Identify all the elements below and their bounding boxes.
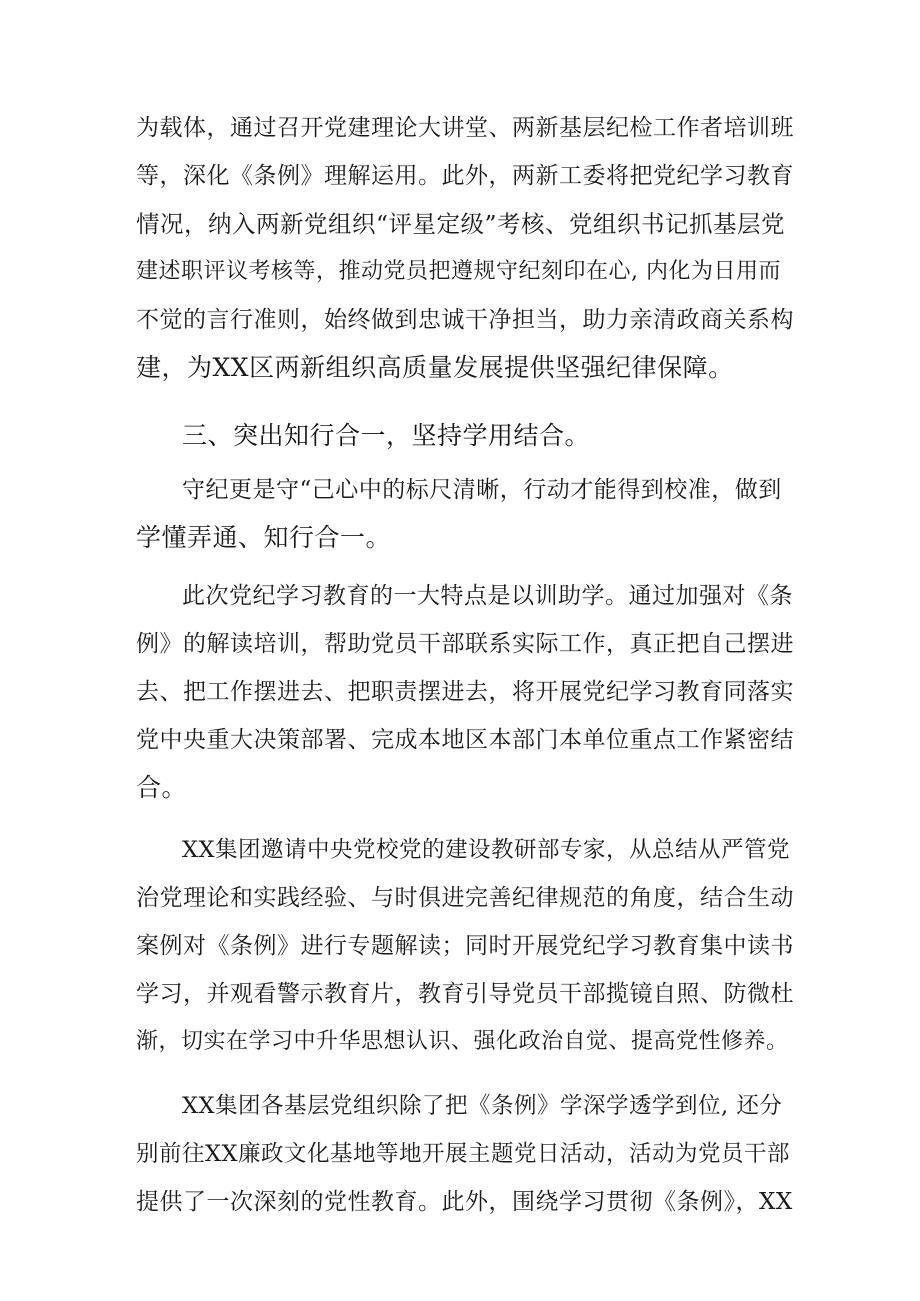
paragraph-line: 建述职评议考核等，推动党员把遵规守纪刻印在心, 内化为日用而 [136, 259, 781, 284]
paragraph-line: 案例对《条例》进行专题解读；同时开展党纪学习教育集中读书 [136, 933, 794, 959]
paragraph-line: 学习，并观看警示教育片，教育引导党员干部揽镜自照、防微杜 [136, 981, 794, 1007]
paragraph-line: 去、把工作摆进去、把职责摆进去，将开展党纪学习教育同落实 [136, 679, 794, 705]
paragraph-line: 等，深化《条例》理解运用。此外，两新工委将把党纪学习教育 [136, 163, 794, 189]
paragraph-line: 合。 [136, 773, 188, 802]
paragraph-line: 党中央重大决策部署、完成本地区本部门本单位重点工作紧密结 [136, 727, 794, 753]
section-heading: 三、突出知行合一，坚持学用结合。 [182, 421, 591, 450]
paragraph-line: 治党理论和实践经验、与时俱进完善纪律规范的角度，结合生动 [136, 885, 794, 911]
paragraph-line: 例》的解读培训，帮助党员干部联系实际工作，真正把自己摆进 [136, 631, 794, 657]
paragraph-line: 别前往XX廉政文化基地等地开展主题党日活动，活动为党员干部 [136, 1141, 791, 1167]
paragraph-line: 学懂弄通、知行合一。 [136, 523, 392, 552]
paragraph-line: 提供了一次深刻的党性教育。此外，围绕学习贯彻《条例》，XX [136, 1189, 793, 1215]
paragraph-line: XX集团各基层党组织除了把《条例》学深学透学到位, 还分 [182, 1093, 783, 1119]
paragraph-line: 渐，切实在学习中升华思想认识、强化政治自觉、提高党性修养。 [136, 1029, 789, 1054]
paragraph-line: 情况，纳入两新党组织“评星定级”考核、党组织书记抓基层党 [136, 210, 786, 238]
paragraph-line: 不觉的言行准则，始终做到忠诚干净担当，助力亲清政商关系构 [136, 307, 794, 333]
paragraph-line: 此次党纪学习教育的一大特点是以训助学。通过加强对《条 [182, 583, 793, 609]
paragraph-line: 建，为XX区两新组织高质量发展提供坚强纪律保障。 [136, 353, 734, 382]
paragraph-line: 守纪更是守“己心中的标尺清晰，行动才能得到校准，做到 [182, 477, 782, 503]
paragraph-line: XX集团邀请中央党校党的建设教研部专家，从总结从严管党 [182, 837, 791, 863]
paragraph-line: 为载体，通过召开党建理论大讲堂、两新基层纪检工作者培训班 [136, 115, 794, 141]
